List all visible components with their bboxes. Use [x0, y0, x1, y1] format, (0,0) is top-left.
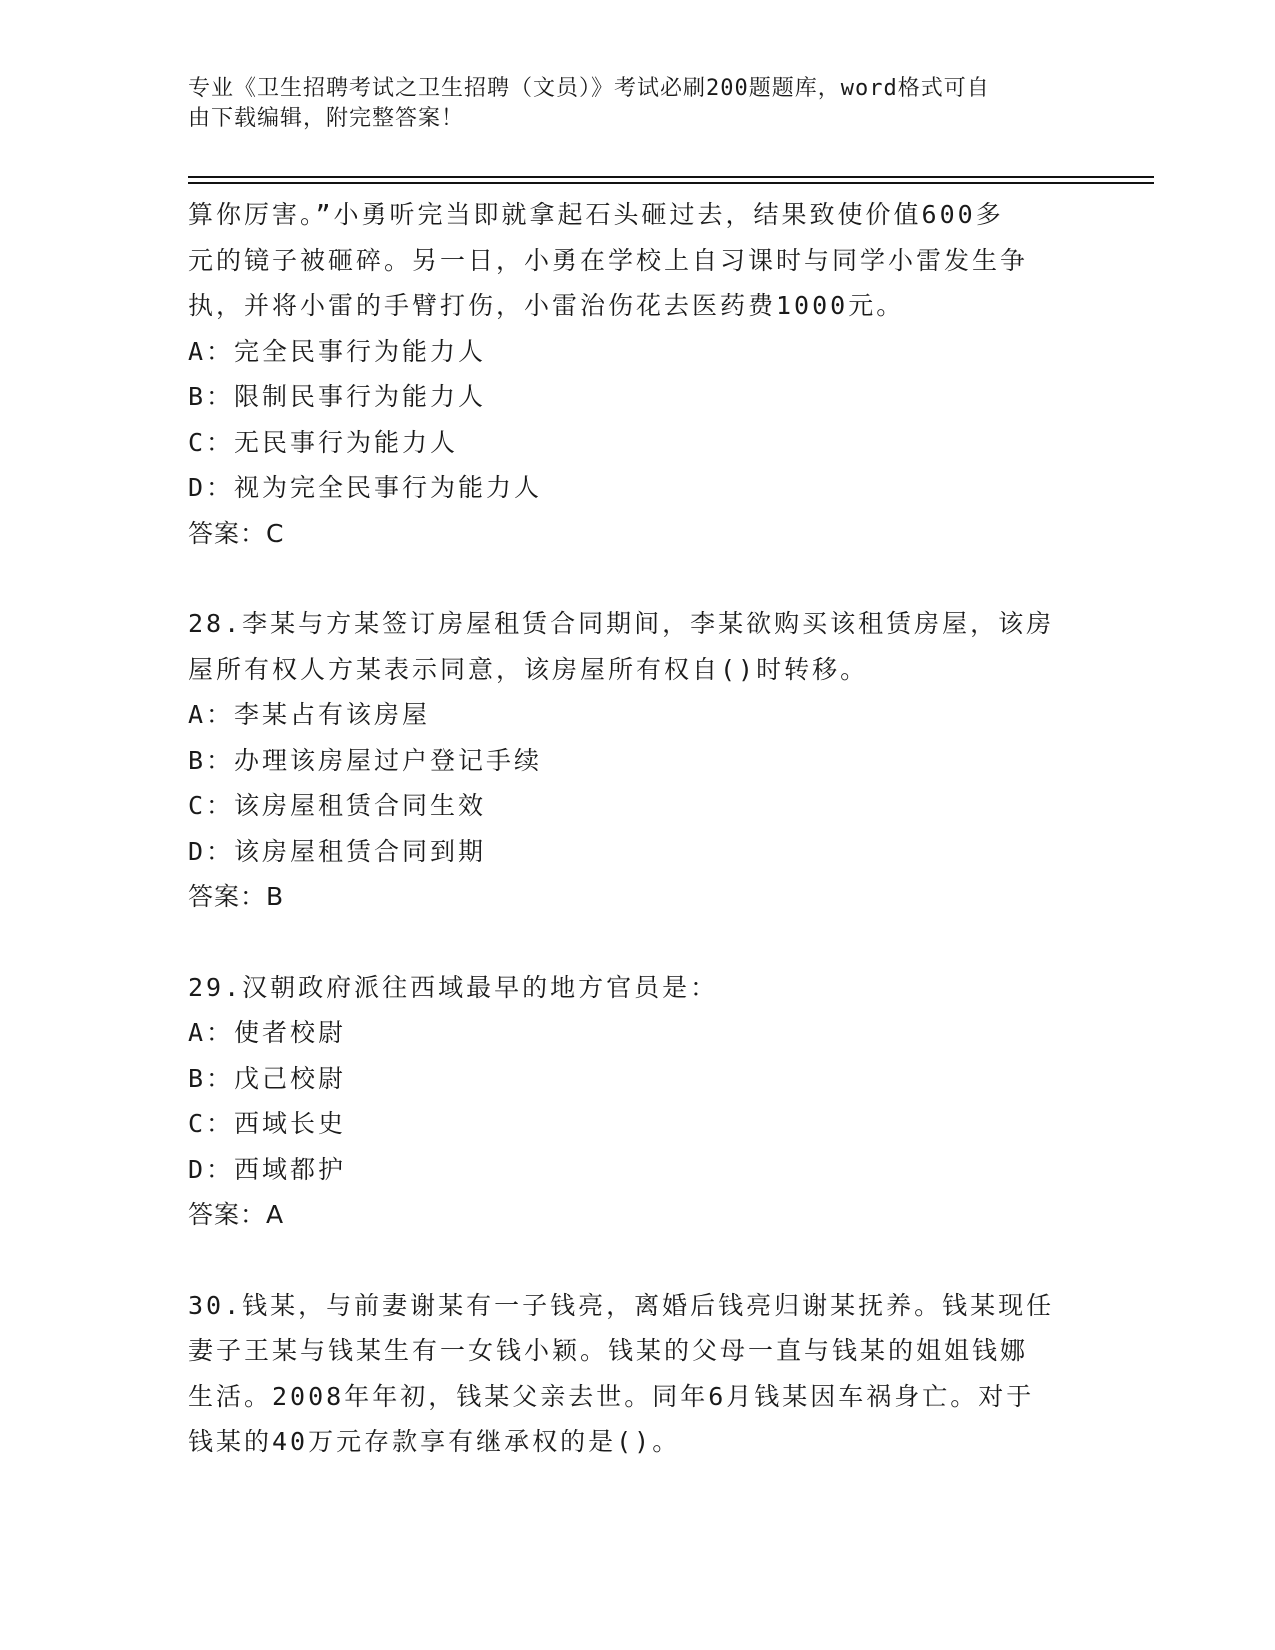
question-text-line: 妻子王某与钱某生有一女钱小颖。钱某的父母一直与钱某的姐姐钱娜 [188, 1336, 1029, 1365]
option-c: C：该房屋租赁合同生效 [188, 791, 487, 820]
question-text-line: 钱某的40万元存款享有继承权的是()。 [188, 1427, 681, 1456]
question-text-line: 执，并将小雷的手臂打伤，小雷治伤花去医药费1000元。 [188, 291, 905, 320]
header-line-2: 由下载编辑，附完整答案！ [188, 106, 465, 131]
option-a: A：李某占有该房屋 [188, 700, 431, 729]
question-text-line: 算你厉害。”小勇听完当即就拿起石头砸过去，结果致使价值600多 [188, 200, 1004, 229]
answer-line: 答案：B [188, 882, 285, 911]
document-header [188, 74, 1068, 134]
option-d: D：视为完全民事行为能力人 [188, 473, 543, 502]
answer-line: 答案：A [188, 1200, 285, 1229]
option-a: A：使者校尉 [188, 1018, 347, 1047]
question-30 [188, 1283, 1088, 1465]
option-c: C：西域长史 [188, 1109, 347, 1138]
question-text-line: 30.钱某，与前妻谢某有一子钱亮，离婚后钱亮归谢某抚养。钱某现任 [188, 1290, 1055, 1320]
question-28 [188, 601, 1088, 920]
question-text-line: 生活。2008年年初，钱某父亲去世。同年6月钱某因车祸身亡。对于 [188, 1381, 1035, 1411]
option-d: D：西域都护 [188, 1154, 347, 1184]
option-b: B：限制民事行为能力人 [188, 382, 487, 411]
document-body [188, 192, 1088, 1465]
question-text-line: 29.汉朝政府派往西域最早的地方官员是： [188, 972, 719, 1002]
question-text-line: 28.李某与方某签订房屋租赁合同期间，李某欲购买该租赁房屋，该房 [188, 609, 1055, 638]
option-a: A：完全民事行为能力人 [188, 336, 487, 366]
option-b: B：戊己校尉 [188, 1063, 347, 1093]
option-d: D：该房屋租赁合同到期 [188, 836, 487, 866]
question-text-line: 元的镜子被砸碎。另一日，小勇在学校上自习课时与同学小雷发生争 [188, 245, 1029, 275]
answer-line: 答案：C [188, 518, 285, 548]
option-c: C：无民事行为能力人 [188, 427, 459, 457]
question-27-continuation [188, 192, 1088, 556]
question-text-line: 屋所有权人方某表示同意，该房屋所有权自()时转移。 [188, 654, 869, 684]
header-rule-top [188, 176, 1154, 178]
question-29 [188, 965, 1088, 1238]
option-b: B：办理该房屋过户登记手续 [188, 745, 543, 775]
header-line-1: 专业《卫生招聘考试之卫生招聘（文员）》考试必刷200题题库，word格式可自 [188, 76, 990, 101]
header-rule-bottom [188, 182, 1154, 184]
